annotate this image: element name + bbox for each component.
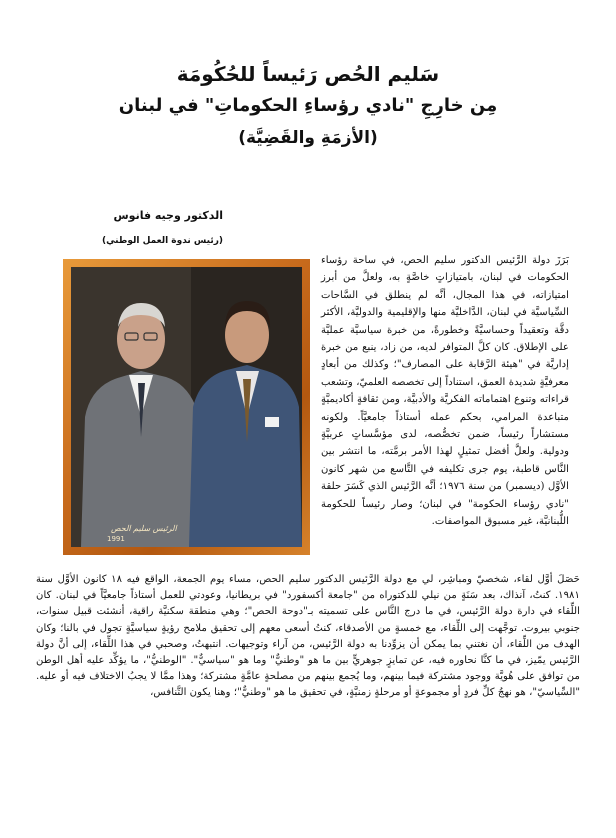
photo-caption: الرئيس سليم الحص <box>111 524 177 533</box>
column-text: بَرَزَ دولة الرَّئيس الدكتور سليم الحص، في ساحة رؤساء الحكومات في لبنان، بامتيازاتٍ خاصَّةٍ به، ولعلَّ من أبرز امتيازاته، في هذا المجال، أنَّه لم ينطلق في السَّاحات السِّياسيَّة في لبنان، الدَّاخليَّة منها والإقليمية والدوليَّة، الأكثر دقَّة وتعقيداً وحساسيَّةً وخطورةً، من خبرة سياسيَّة عمليَّة على الإطلاق. كان كلَّ المتوافر لديه، من زاد، ينبع من خبرة إداريَّة في "هيئة الرَّقابة على المصارف"؛ وكذلك من أبعادٍ معرفيَّةٍ شديدة العمق، استناداً إلى تخصصه العلميّ، وتشعب قراءاته وتنوع اهتماماته الفكريَّة والأدبيَّة، ومن ثقافةٍ أكاديميَّةٍ متباعدة المرامي، بحكم عمله أستاذاً جامعيَّاً. ولكونه مستشاراً رئيساً، ضمن تخصُّصه، لدى مؤسَّساتٍ عربيَّةٍ ودولية. ولعلَّ أفضل تمثيلٍ لهذا الأمر برمَّته، ما انتشر بين النَّاس قاطبة، يوم جرى تكليفه في التَّاسع من شهر كانون الأوَّل (ديسمبر) من سنة ١٩٧٦؛ أنَّه الرَّئيس الذي كَسَرَ حلقة "نادي رؤساء الحكومة" في لبنان؛ وصار رئيساً للحكومة اللُّبنانيَّة، غير مسبوق المواصفات. <box>321 255 569 528</box>
author-name: الدكتور وجيه فانوس <box>113 209 223 222</box>
full-width-paragraph <box>36 572 580 702</box>
full-text: حَصَلَ أوَّل لقاء، شخصيّ ومباشِر، لي مع دولة الرَّئيس الدكتور سليم الحص، مساء يوم الجمعة، الواقع فيه ١٨ كانون الأوَّل سنة ١٩٨١. كنتُ، آنذاك، بعد سَنَةٍ من نيلي للدكتوراه من "جامعة أكسفورد" في بريطانيا، وعودتي للعمل أستاذاً جامعيَّاً في لبنان. كان اللِّقاء في دارة دولة الرَّئيس، في ما درج النَّاس على تسميته بـ"دوحة الحص"؛ وهي منطقة سكنيَّة راقية، أنشئت قبيل سنوات، جنوبي بيروت. توجَّهت إلى اللِّقاء، مع خمسةٍ من الأصدقاء، كنتُ أسعى معهم إلى تحقيق ملامح رؤيةٍ سياسيَّةٍ تجول في بالنا؛ وكان الهدف من اللِّقاء، أن نغتني بما يمكن أن يزوِّدنا به دولة الرَّئيس، من آراء وتوجيهات. انتبهتُ، وصحبي في هذا اللِّقاء، إلى أنَّ دولة الرَّئيس يمّيز، في ما كنَّا نحاوره فيه، عن تمايزٍ جوهريٍّ بين ما هو "وطنيٌّ" وما هو "سياسيٌّ". "الوطنيُّ"، ما يؤكِّد عليه أهل الوطن من توافق على هُويَّة ووجود مشتركة فيما بينهم، وما يُجمع بينهم من مصلحةٍ عامَّةٍ مشتركة؛ وهذا ممَّا لا يجبُ الاختلاف فيه أو عليه. "السِّياسيّ"، هو نهجُ كلِّ فردٍ أو مجموعةٍ أو مرحلةٍ زمنيَّةٍ، في تحقيق ما هو "وطنيٌّ"؛ وهنا يكون التَّنافس، <box>36 574 580 699</box>
photo-frame <box>63 259 310 555</box>
page-subtitle: مِن خارِجِ "نادي رؤساءِ الحكوماتِ" في لبنان <box>118 95 498 116</box>
photo-year: 1991 <box>107 535 125 543</box>
page-subtitle-parenthetical: (الأزمَةِ والقَضِيَّة) <box>238 128 378 148</box>
author-role: (رئيس ندوة العمل الوطني) <box>101 236 223 246</box>
title-block <box>0 58 616 154</box>
portrait-illustration <box>71 267 302 547</box>
portrait-photo <box>71 267 302 547</box>
page-title: سَليم الحُص رَئيساً للحُكُومَة <box>176 62 440 86</box>
column-paragraph <box>321 252 569 531</box>
